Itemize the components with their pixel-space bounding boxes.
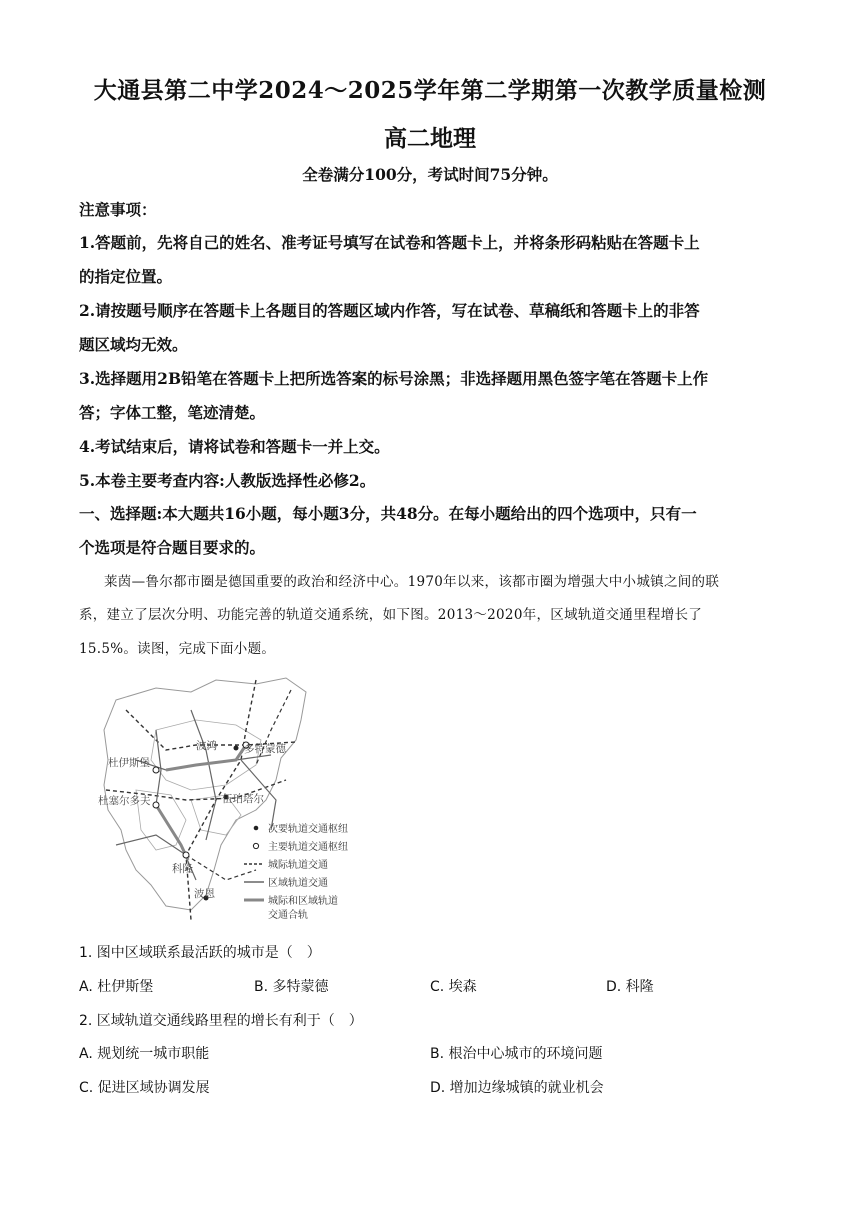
- map-label-bochum: 波鸿: [196, 740, 217, 752]
- section-heading-cont: 个选项是符合题目要求的。: [79, 538, 266, 557]
- question-2-stem: 2. 区域轨道交通线路里程的增长有利于（ ）: [79, 1013, 363, 1029]
- note-line: 题区域均无效。: [79, 335, 188, 354]
- note-line: 2.请按题号顺序在答题卡上各题目的答题区域内作答，写在试卷、草稿纸和答题卡上的非答: [79, 301, 700, 320]
- legend-combined-cont: 交通合轨: [268, 910, 308, 921]
- note-line: 的指定位置。: [79, 267, 173, 286]
- question-1-option-a: A. 杜伊斯堡: [79, 979, 154, 995]
- question-2-option-a: A. 规划统一城市职能: [79, 1046, 210, 1062]
- legend-combined: 城际和区域轨道: [268, 896, 338, 907]
- rail-network-map: [96, 670, 368, 926]
- note-line: 1.答题前，先将自己的姓名、准考证号填写在试卷和答题卡上，并将条形码粘贴在答题卡上: [79, 233, 700, 252]
- map-label-dusseldorf: 杜塞尔多夫: [98, 795, 151, 807]
- note-line: 4.考试结束后，请将试卷和答题卡一并上交。: [79, 437, 390, 456]
- exam-subject: 高二地理: [384, 125, 476, 152]
- legend-minor-hub: 次要轨道交通枢纽: [268, 824, 348, 835]
- score-info: 全卷满分100分，考试时间75分钟。: [302, 165, 558, 184]
- legend-intercity: 城际轨道交通: [268, 860, 328, 871]
- map-label-dortmund: 多特蒙德: [244, 743, 286, 755]
- note-line: 3.选择题用2B铅笔在答题卡上把所选答案的标号涂黑；非选择题用黑色签字笔在答题卡上作: [79, 369, 709, 388]
- section-heading: 一、选择题:本大题共16小题，每小题3分，共48分。在每小题给出的四个选项中，只有一: [79, 504, 697, 523]
- map-label-wuppertal: 伍珀塔尔: [222, 793, 264, 805]
- passage-line: 系，建立了层次分明、功能完善的轨道交通系统，如下图。2013～2020年，区域轨道交通里程增长了: [79, 607, 703, 623]
- question-1-option-d: D. 科隆: [606, 979, 654, 995]
- note-line: 答；字体工整，笔迹清楚。: [79, 403, 266, 422]
- question-2-option-b: B. 根治中心城市的环境问题: [430, 1046, 603, 1062]
- map-label-cologne: 科隆: [172, 863, 193, 875]
- legend-regional: 区域轨道交通: [268, 878, 328, 889]
- map-label-bonn: 波恩: [194, 888, 215, 900]
- question-1-stem: 1. 图中区域联系最活跃的城市是（ ）: [79, 945, 321, 961]
- question-2-option-d: D. 增加边缘城镇的就业机会: [430, 1080, 604, 1096]
- map-label-duisburg: 杜伊斯堡: [108, 757, 150, 769]
- question-2-option-c: C. 促进区域协调发展: [79, 1080, 210, 1096]
- question-1-option-c: C. 埃森: [430, 979, 477, 995]
- notes-heading: 注意事项：: [79, 200, 157, 219]
- legend-major-hub: 主要轨道交通枢纽: [268, 842, 348, 853]
- passage-line: 莱茵—鲁尔都市圈是德国重要的政治和经济中心。1970年以来，该都市圈为增强大中小城镇之间的联: [104, 574, 720, 590]
- question-1-option-b: B. 多特蒙德: [254, 979, 329, 995]
- exam-title: 大通县第二中学2024～2025学年第二学期第一次教学质量检测: [93, 77, 767, 104]
- note-line: 5.本卷主要考查内容:人教版选择性必修2。: [79, 471, 376, 490]
- passage-line: 15.5%。读图，完成下面小题。: [79, 641, 276, 657]
